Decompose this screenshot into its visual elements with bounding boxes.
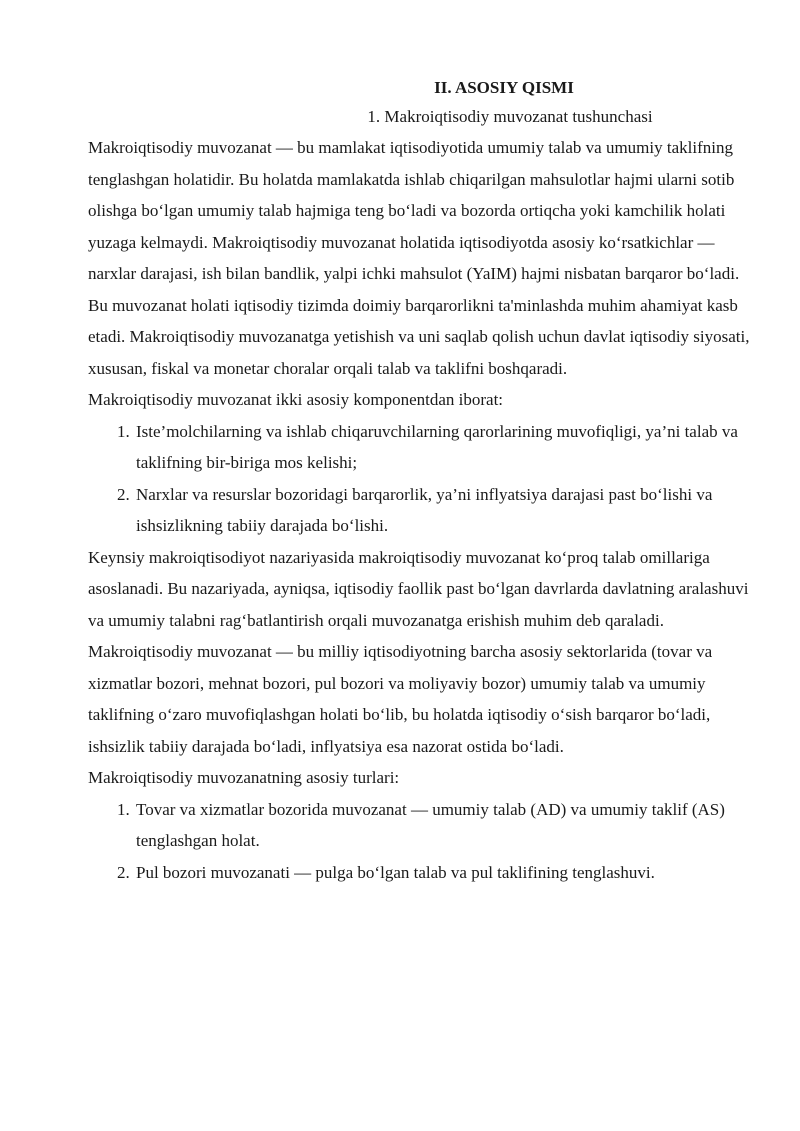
list-item: 1. Iste’molchilarning va ishlab chiqaruvchilarning qarorlarining muvofiqligi, ya’ni talab va taklifning bir-biriga mos kelishi; (134, 416, 756, 479)
section-title: II. ASOSIY QISMI (434, 78, 574, 97)
list-item: 2. Narxlar va resurslar bozoridagi barqarorlik, ya’ni inflyatsiya darajasi past bo‘lishi va ishsizlikning tabiiy darajada bo‘lishi. (134, 479, 756, 542)
paragraph-types-intro: Makroiqtisodiy muvozanatning asosiy turlari: (88, 768, 400, 787)
components-list (88, 416, 756, 542)
list-item: 2. Pul bozori muvozanati — pulga bo‘lgan talab va pul taklifining tenglashuvi. (134, 857, 756, 889)
paragraph-stability: Bu muvozanat holati iqtisodiy tizimda doimiy barqarorlikni ta'minlashda muhim ahamiyat kasb etadi. Makroiqtisodiy muvozanatga yetishish va uni saqlab qolish uchun davlat iqtisodiy siyosati, xususan, fiskal va monetar choralar orqali talab va taklifni boshqaradi. (88, 295, 750, 378)
types-list (88, 794, 756, 889)
paragraph-keynesian: Keynsiy makroiqtisodiyot nazariyasida makroiqtisodiy muvozanat ko‘proq talab omillariga asoslanadi. Bu nazariyada, ayniqsa, iqtisodiy faollik past bo‘lgan davrlarda davlatning aralashuvi va umumiy talabni rag‘batlantirish orqali muvozanatga erishish muhim deb qaraladi. (88, 547, 749, 630)
document-page (88, 76, 756, 888)
paragraph-components-intro: Makroiqtisodiy muvozanat ikki asosiy komponentdan iborat: (88, 390, 504, 409)
paragraph-definition: Makroiqtisodiy muvozanat — bu mamlakat iqtisodiyotida umumiy talab va umumiy taklifning tenglashgan holatidir. Bu holatda mamlakatda ishlab chiqarilgan mahsulotlar hajmi ularni sotib olishga bo‘lgan umumiy talab hajmiga teng bo‘ladi va bozorda ortiqcha yoki kamchilik holati yuzaga kelmaydi. Makroiqtisodiy muvozanat holatida iqtisodiyotda asosiy ko‘rsatkichlar — narxlar darajasi, ish bilan bandlik, yalpi ichki mahsulot (YaIM) hajmi nisbatan barqaror bo‘ladi. (88, 138, 740, 283)
list-item: 1. Tovar va xizmatlar bozorida muvozanat — umumiy talab (AD) va umumiy taklif (AS) tenglashgan holat. (134, 794, 756, 857)
subsection-title: 1. Makroiqtisodiy muvozanat tushunchasi (367, 107, 653, 126)
paragraph-sectors: Makroiqtisodiy muvozanat — bu milliy iqtisodiyotning barcha asosiy sektorlarida (tovar va xizmatlar bozori, mehnat bozori, pul bozori va moliyaviy bozor) umumiy talab va umumiy taklifning o‘zaro muvofiqlashgan holati bo‘lib, bu holatda iqtisodiy o‘sish barqaror bo‘ladi, ishsizlik tabiiy darajada bo‘ladi, inflyatsiya esa nazorat ostida bo‘ladi. (88, 642, 713, 756)
